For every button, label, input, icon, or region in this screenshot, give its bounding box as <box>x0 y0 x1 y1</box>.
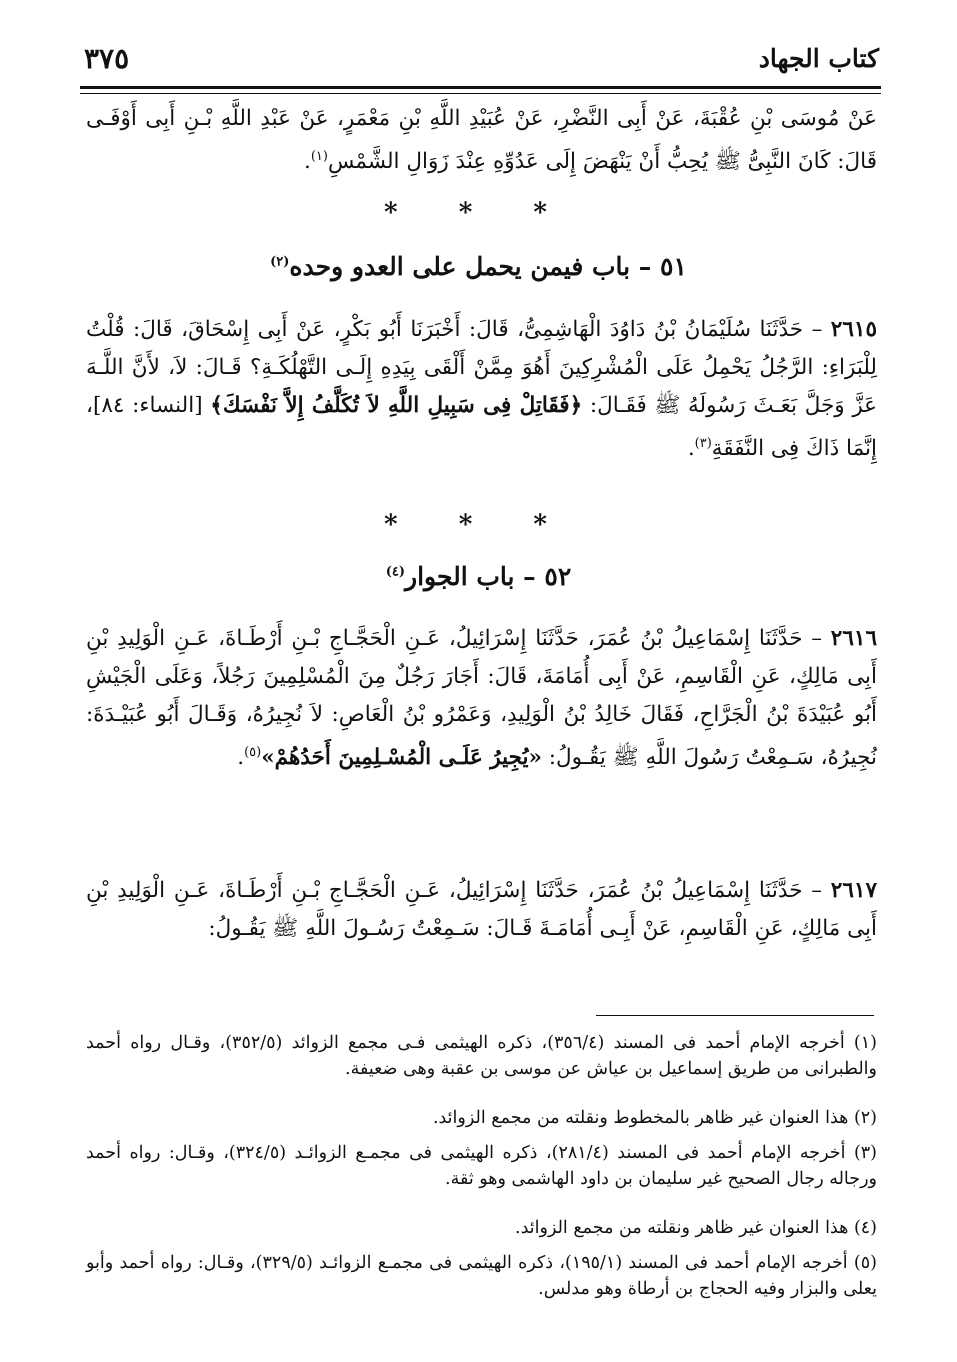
footnote-1: (١) أخرجه الإمام أحمد فى المسند (٣٥٦/٤)، ذكره الهيثمى فـى مجمع الزوائد (٣٥٢/٥)، وقـال رواه أحمد والطبرانى من طريق إسماعيل بن عياش عن موسى بن عقبة وهى ضعيفة. <box>86 1033 877 1079</box>
hadith-number: ٢٦١٥ <box>830 317 877 342</box>
chapter-heading-52: ٥٢ – باب الجوار$^{(٤)}$ <box>385 562 572 591</box>
hadith-2615: ٢٦١٥ – حَدَّثَنَا سُلَيْمَانُ بْنُ دَاوُدَ الْهَاشِمِىُّ، قَالَ: أَخْبَرَنَا أَبُو بَكْرٍ، عَنْ أَبِى إِسْحَاقَ، قَالَ: قُلْتُ لِلْبَرَاءِ: الرَّجُلُ يَحْمِلُ عَلَى الْمُشْرِكِينَ أَهُوَ مِمَّنْ أَلْقَى بِيَدِهِ إِلَـى التَّهْلُكَـةِ؟ قَـالَ: لاَ، لأَنَّ اللَّـهَ عَزَّ وَجَلَّ بَعَـثَ رَسُولَهُ ﷺ فَقَـالَ: ﴿فَقَاتِلْ فِى سَبِيلِ اللَّهِ لاَ تُكَلَّفُ إِلاَّ نَفْسَكَ﴾ [النساء: ٨٤]، إِنَّمَا ذَاكَ فِى النَّفَقَةِ$^{(٣)}$. <box>86 317 878 462</box>
header-rule-thin <box>80 93 881 94</box>
section-separator: * * * <box>384 198 573 228</box>
chapter-heading-51: ٥١ – باب فيمن يحمل على العدو وحده$^{(٢)}$ <box>270 252 687 281</box>
running-title: كتاب الجهاد <box>758 44 879 73</box>
quran-verse: ﴿فَقَاتِلْ فِى سَبِيلِ اللَّهِ لاَ تُكَلَّفُ إِلاَّ نَفْسَكَ﴾ <box>210 393 583 418</box>
footnote-3: (٣) أخرجه الإمام أحمد فى المسند (٢٨١/٤)، ذكره الهيثمى فى مجمـع الزوائـد (٣٢٤/٥)، وقـال: رواه أحمد ورجاله رجال الصحيح غير سليمان بن داود الهاشمى وهو ثقة. <box>86 1143 877 1189</box>
footnote-ref-4: (٤) <box>385 564 406 580</box>
footnote-ref-3: (٣) <box>694 436 712 451</box>
intro-paragraph: عَنْ مُوسَى بْنِ عُقْبَةَ، عَنْ أَبِى النَّضْرِ، عَنْ عُبَيْدِ اللَّهِ بْنِ مَعْمَرٍ، عَنْ عَبْدِ اللَّهِ بْـنِ أَبِى أَوْفَـى قَالَ: كَانَ النَّبِىُّ ﷺ يُحِبُّ أَنْ يَنْهَضَ إِلَى عَدُوِّهِ عِنْدَ زَوَالِ الشَّمْسِ$^{(١)}$. <box>86 106 877 175</box>
section-separator: * * * <box>384 510 573 540</box>
prophetic-quote: «يُجِيرُ عَلَـى الْمُسْـلِمِينَ أَحَدُهُمْ» <box>261 745 542 771</box>
footnote-5: (٥) أخرجه الإمام أحمد فى المسند (١٩٥/١)، ذكره الهيثمى فى مجمـع الزوائـد (٣٢٩/٥)، وقـال: رواه أحمد وأبو يعلى والبزار وفيه الحجاج بن أرطاة وهو مدلس. <box>86 1253 877 1299</box>
page-number: ٣٧٥ <box>84 42 130 75</box>
footnote-ref-1: (١) <box>310 149 328 164</box>
hadith-number: ٢٦١٧ <box>830 878 877 903</box>
hadith-number: ٢٦١٦ <box>830 626 877 651</box>
footnote-4: (٤) هذا العنوان غير ظاهر ونقلته من مجمع الزوائد. <box>515 1218 877 1238</box>
footnote-ref-5: (٥) <box>244 745 262 760</box>
footnote-2: (٢) هذا العنوان غير ظاهر بالمخطوط ونقلته من مجمع الزوائد. <box>432 1108 877 1128</box>
footnote-rule <box>596 1015 874 1016</box>
page-header <box>62 38 879 80</box>
hadith-2616: ٢٦١٦ – حَدَّثَنَا إِسْمَاعِيلُ بْنُ عُمَرَ، حَدَّثَنَا إِسْرَائِيلُ، عَـنِ الْحَجَّـاجِ بْـنِ أَرْطَـاةَ، عَـنِ الْوَلِيدِ بْنِ أَبِى مَالِكٍ، عَنِ الْقَاسِمِ، عَنْ أَبِى أُمَامَةَ، قَالَ: أَجَارَ رَجُلٌ مِنَ الْمُسْلِمِينَ رَجُلاً، وَعَلَى الْجَيْشِ أَبُو عُبَيْدَةَ بْنُ الْجَرَّاحِ، فَقَالَ خَالِدُ بْنُ الْوَلِيدِ، وَعَمْرُو بْنُ الْعَاصِ: لاَ نُجِيرُهُ، وَقَـالَ أَبُو عُبَيْـدَةَ: نُجِيرُهُ، سَـمِعْتُ رَسُولَ اللَّهِ ﷺ يَقُـولُ: «يُجِيرُ عَلَـى الْمُسْـلِمِينَ أَحَدُهُمْ»$^{(٥)}$. <box>86 626 877 771</box>
header-rule-thick <box>80 86 881 89</box>
footnote-ref-2: (٢) <box>270 254 290 270</box>
hadith-2617: ٢٦١٧ – حَدَّثَنَا إِسْمَاعِيلُ بْنُ عُمَرَ، حَدَّثَنَا إِسْرَائِيلُ، عَـنِ الْحَجَّـاجِ بْـنِ أَرْطَـاةَ، عَـنِ الْوَلِيدِ بْنِ أَبِى مَالِكٍ، عَنِ الْقَاسِمِ، عَنْ أَبِـى أُمَامَـةَ قَـالَ: سَـمِعْتُ رَسُـولَ اللَّهِ ﷺ يَقُـولُ: <box>86 878 877 941</box>
